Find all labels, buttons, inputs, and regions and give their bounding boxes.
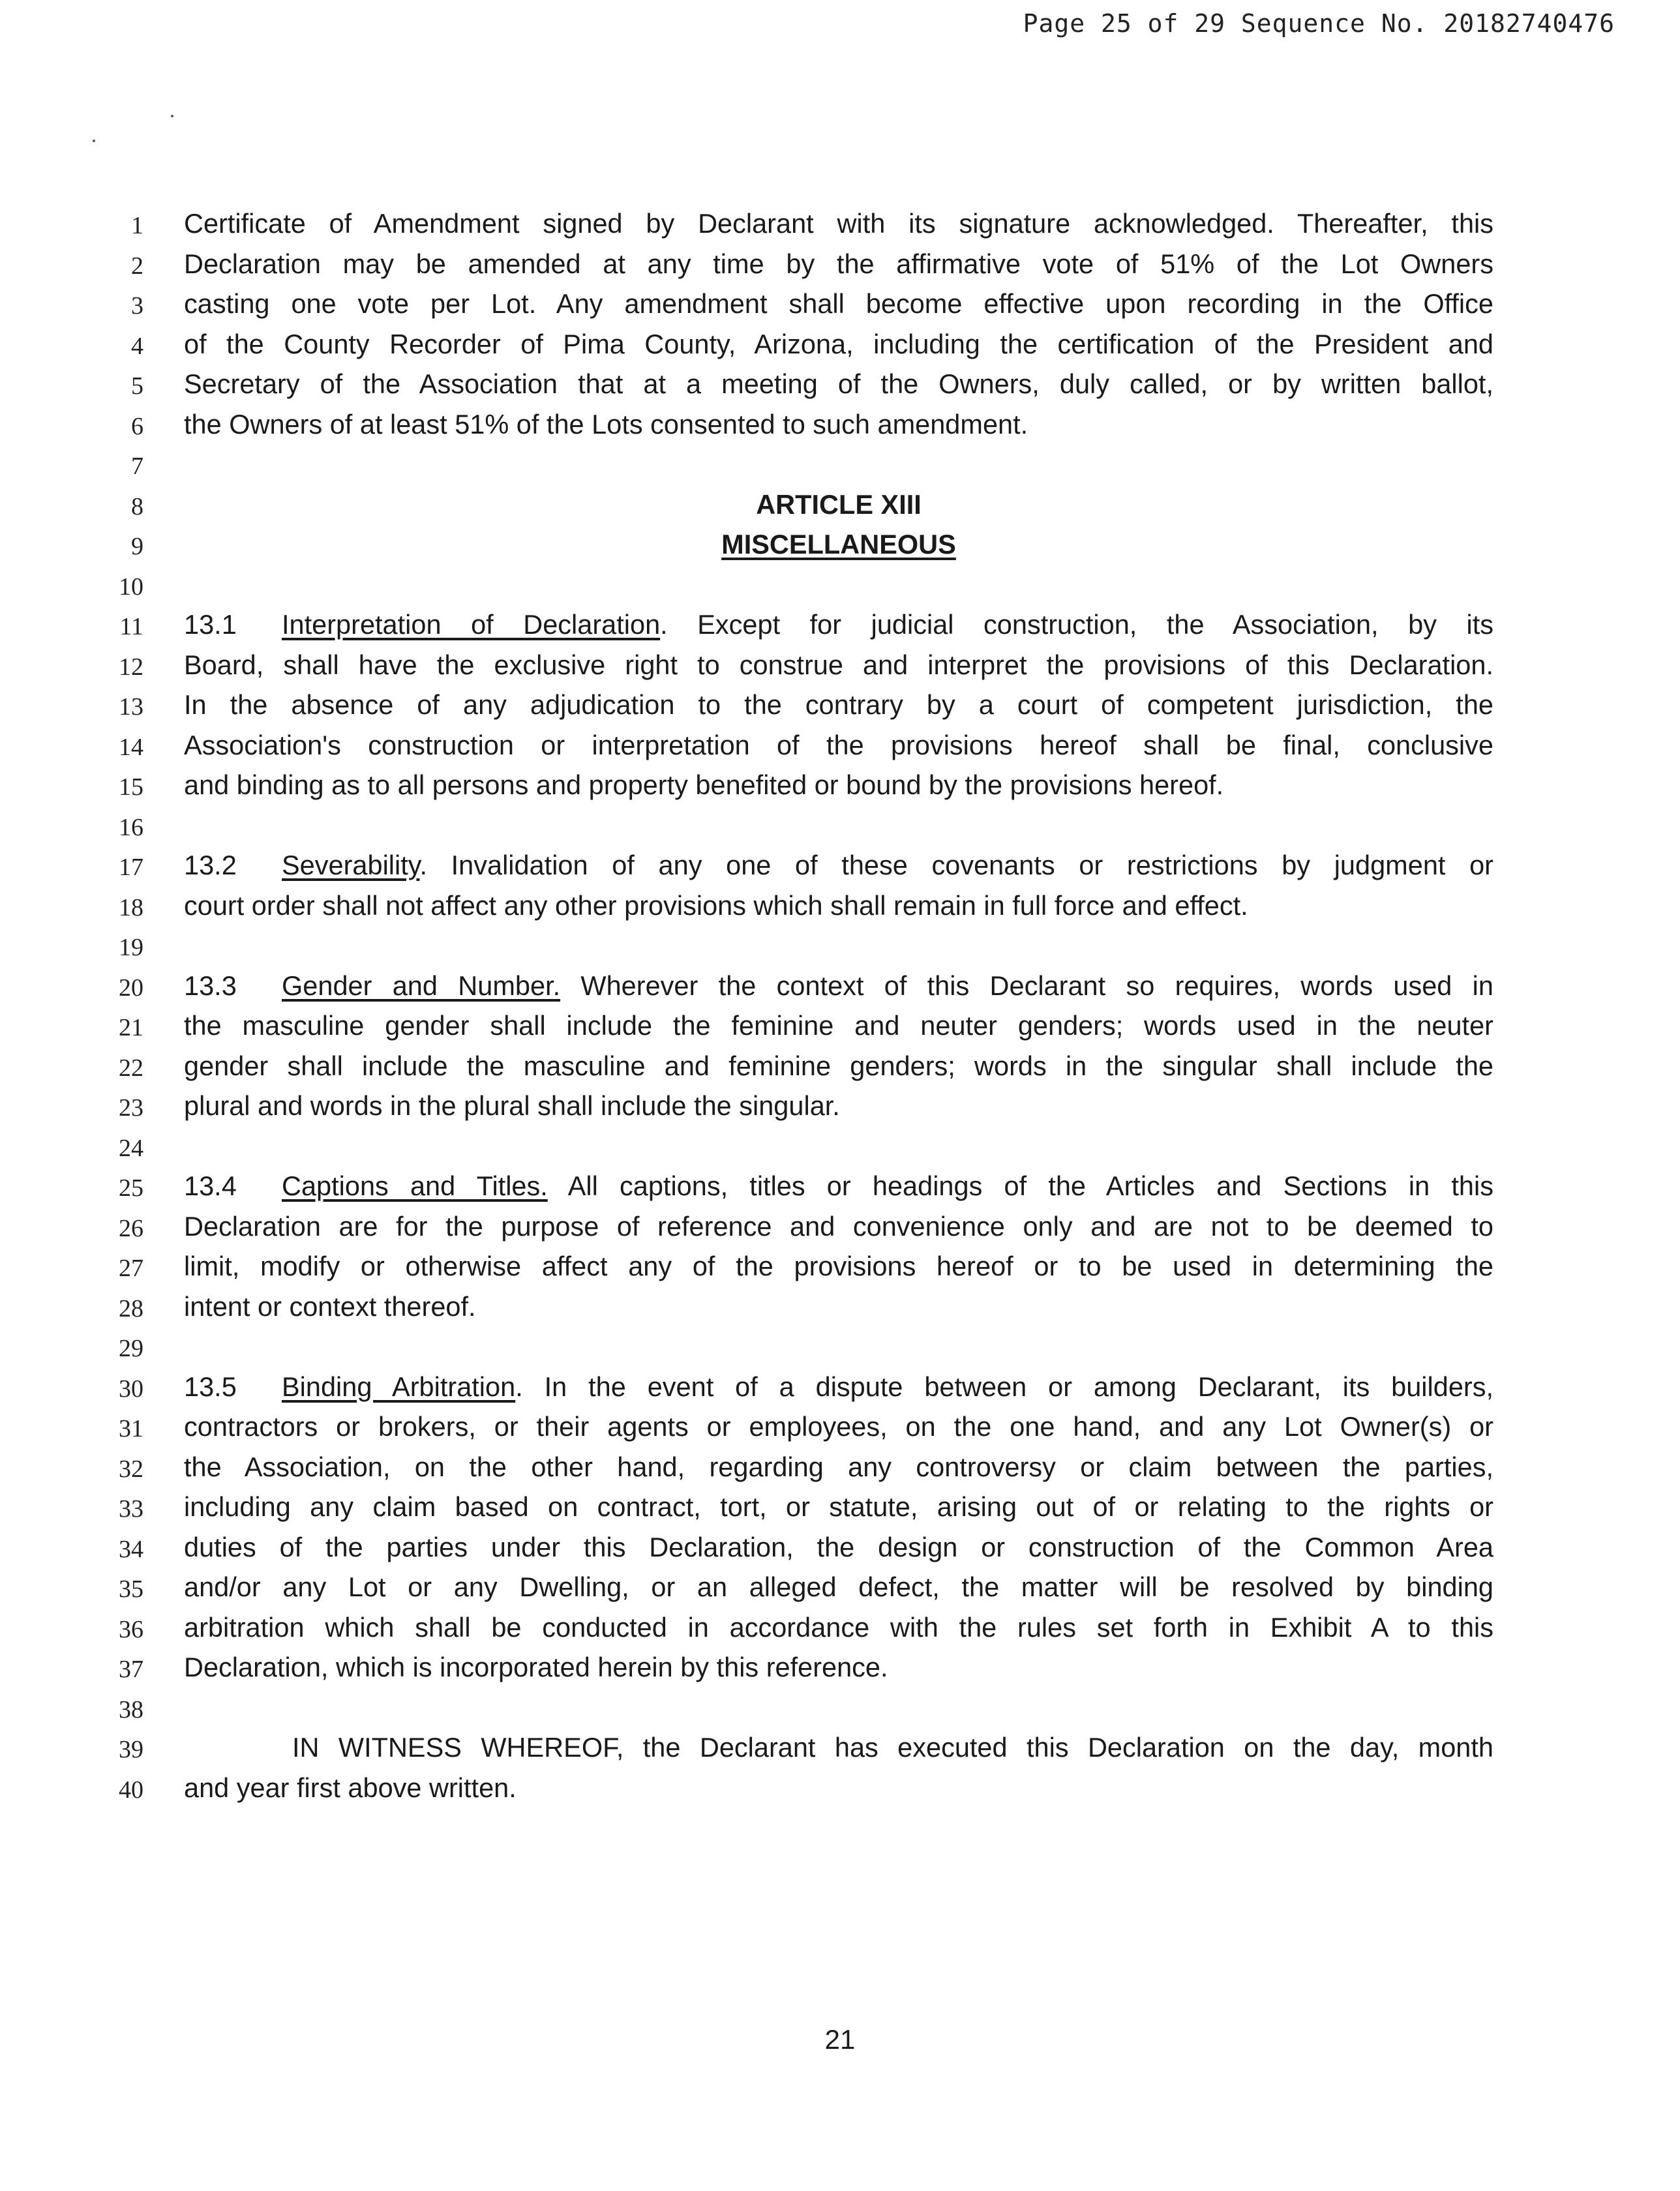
line-number: 25	[119, 1174, 143, 1202]
section-13-5-heading-line	[184, 1367, 1493, 1407]
line-number: 30	[119, 1375, 143, 1403]
line-number: 29	[119, 1335, 143, 1362]
intro-line: Secretary of the Association that at a meeting of the Owners, duly called, or by written ballot,	[184, 368, 1493, 399]
section-heading: Captions and Titles.	[282, 1170, 548, 1201]
section-number: 13.5	[184, 1371, 237, 1402]
blank-line	[184, 1326, 1493, 1367]
line-number: 8	[131, 492, 143, 520]
line-number: 18	[119, 893, 143, 921]
line-number: 33	[119, 1495, 143, 1523]
article-title	[184, 524, 1493, 565]
section-line: the Association, on the other hand, regarding any controversy or claim between the parties,	[184, 1451, 1493, 1482]
section-number: 13.1	[184, 609, 237, 640]
article-number: ARTICLE XIII	[756, 488, 922, 520]
line-number: 11	[119, 613, 143, 640]
line-number: 40	[119, 1776, 143, 1804]
witness-text: IN WITNESS WHEREOF, the Declarant has executed this Declaration on the day, month	[292, 1732, 1493, 1763]
line-number: 31	[119, 1415, 143, 1442]
section-number: 13.2	[184, 850, 237, 880]
section-line: Board, shall have the exclusive right to construe and interpret the provisions of this Declaration.	[184, 649, 1493, 680]
scan-speck	[93, 140, 95, 142]
section-line: In the absence of any adjudication to the contrary by a court of competent jurisdiction, the	[184, 689, 1493, 720]
line-number: 39	[119, 1736, 143, 1763]
line-number: 21	[119, 1014, 143, 1041]
section-13-4-heading-line	[184, 1166, 1493, 1206]
section-heading: Binding Arbitration	[282, 1371, 516, 1402]
page-number: 21	[824, 2024, 856, 2055]
section-text: . Except for judicial construction, the Association, by its	[660, 609, 1493, 640]
scan-speck	[171, 115, 173, 117]
line-number: 38	[119, 1695, 143, 1723]
intro-line: Certificate of Amendment signed by Declarant with its signature acknowledged. Thereafter, this	[184, 208, 1493, 239]
section-heading: Gender and Number.	[282, 970, 561, 1001]
section-line: and binding as to all persons and property benefited or bound by the provisions hereof.	[184, 769, 1224, 800]
section-13-2-heading-line	[184, 845, 1493, 886]
blank-line	[184, 805, 1493, 846]
section-line: contractors or brokers, or their agents or employees, on the one hand, and any Lot Owner(s) or	[184, 1411, 1493, 1442]
line-number-column	[104, 206, 143, 1810]
line-number: 12	[119, 653, 143, 681]
line-number: 37	[119, 1656, 143, 1683]
section-line: intent or context thereof.	[184, 1290, 476, 1322]
line-number: 3	[131, 292, 143, 320]
section-line: Declaration are for the purpose of reference and convenience only and are not to be deemed to	[184, 1210, 1493, 1242]
section-text: . In the event of a dispute between or among Declarant, its builders,	[515, 1371, 1494, 1402]
line-number: 19	[119, 934, 143, 961]
blank-line	[184, 565, 1493, 605]
line-number: 13	[119, 693, 143, 721]
section-heading: Severability	[282, 850, 420, 880]
line-number: 26	[119, 1214, 143, 1242]
blank-line	[184, 925, 1493, 966]
page-header: Page 25 of 29 Sequence No. 20182740476	[1023, 9, 1615, 38]
blank-line	[184, 1126, 1493, 1167]
section-number: 13.3	[184, 970, 237, 1001]
line-number: 7	[131, 453, 143, 480]
section-heading: Interpretation of Declaration	[282, 609, 661, 640]
line-number: 2	[131, 252, 143, 280]
section-13-3-heading-line	[184, 966, 1493, 1006]
line-number: 6	[131, 412, 143, 440]
section-text: . Invalidation of any one of these covenants or restrictions by judgment or	[419, 850, 1493, 880]
intro-line: casting one vote per Lot. Any amendment shall become effective upon recording in the Office	[184, 288, 1493, 319]
section-line: duties of the parties under this Declaration, the design or construction of the Common Area	[184, 1531, 1493, 1562]
witness-line	[184, 1727, 1493, 1768]
section-line: the masculine gender shall include the feminine and neuter genders; words used in the neuter	[184, 1010, 1493, 1041]
line-number: 1	[131, 212, 143, 239]
line-number: 15	[119, 773, 143, 801]
line-number: 14	[119, 733, 143, 761]
article-title-text: MISCELLANEOUS	[721, 529, 956, 559]
line-number: 22	[119, 1054, 143, 1082]
section-line: Association's construction or interpretation of the provisions hereof shall be final, conclusive	[184, 729, 1493, 760]
section-line: gender shall include the masculine and feminine genders; words in the singular shall include the	[184, 1050, 1493, 1081]
section-line: Declaration, which is incorporated herein by this reference.	[184, 1652, 888, 1682]
line-number: 4	[131, 332, 143, 360]
line-number: 36	[119, 1615, 143, 1643]
line-number: 35	[119, 1575, 143, 1603]
blank-line	[184, 444, 1493, 484]
section-line: court order shall not affect any other provisions which shall remain in full force and effect.	[184, 889, 1248, 921]
document-body	[184, 203, 1493, 1808]
section-number: 13.4	[184, 1170, 237, 1201]
section-line: and/or any Lot or any Dwelling, or an alleged defect, the matter will be resolved by binding	[184, 1572, 1493, 1602]
intro-line: Declaration may be amended at any time by the affirmative vote of 51% of the Lot Owners	[184, 248, 1493, 279]
section-line: limit, modify or otherwise affect any of the provisions hereof or to be used in determining the	[184, 1251, 1493, 1281]
section-text: Wherever the context of this Declarant so requires, words used in	[560, 970, 1493, 1001]
section-13-1-heading-line	[184, 604, 1493, 645]
line-number: 17	[119, 854, 143, 881]
intro-line: the Owners of at least 51% of the Lots consented to such amendment.	[184, 408, 1028, 440]
section-line: arbitration which shall be conducted in accordance with the rules set forth in Exhibit A to this	[184, 1611, 1493, 1643]
witness-line: and year first above written.	[184, 1772, 517, 1803]
line-number: 5	[131, 372, 143, 400]
line-number: 16	[119, 813, 143, 841]
blank-line	[184, 1688, 1493, 1728]
line-number: 28	[119, 1294, 143, 1322]
line-number: 20	[119, 974, 143, 1002]
line-number: 10	[119, 573, 143, 601]
line-number: 27	[119, 1255, 143, 1282]
section-line: plural and words in the plural shall include the singular.	[184, 1090, 840, 1121]
section-text: All captions, titles or headings of the Articles and Sections in this	[547, 1170, 1493, 1201]
line-number: 24	[119, 1134, 143, 1162]
line-number: 32	[119, 1455, 143, 1483]
line-number: 23	[119, 1094, 143, 1122]
line-number: 9	[131, 533, 143, 560]
section-line: including any claim based on contract, tort, or statute, arising out of or relating to the rights or	[184, 1491, 1493, 1522]
line-number: 34	[119, 1535, 143, 1563]
intro-line: of the County Recorder of Pima County, Arizona, including the certification of the President and	[184, 328, 1493, 359]
